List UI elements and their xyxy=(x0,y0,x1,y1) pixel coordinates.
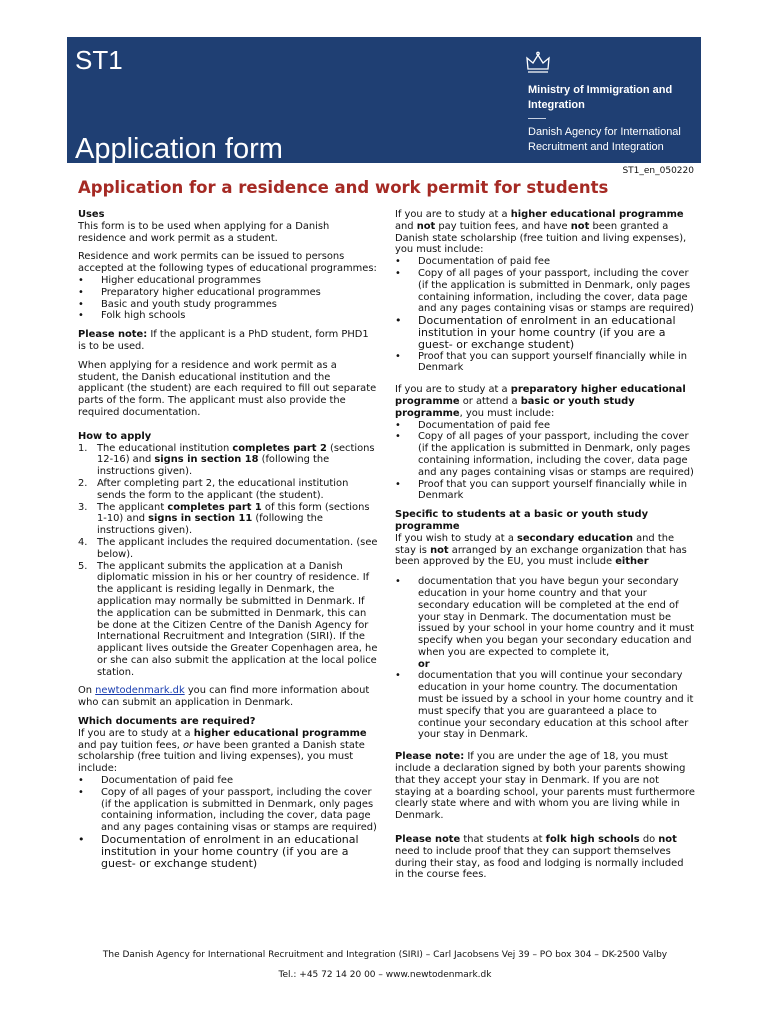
agency-name: Danish Agency for International Recruitment and Integration xyxy=(528,126,681,153)
types-intro: Residence and work permits can be issued to persons accepted at the following types of educational programmes: xyxy=(78,251,377,275)
list-item: • Proof that you can support yourself financially while in Denmark xyxy=(395,351,695,375)
or-label: or xyxy=(418,658,430,670)
list-item: • Preparatory higher educational programmes xyxy=(78,287,378,299)
list-item: • Documentation of enrolment in an educational institution in your home country (if you are a guest- or exchange student) xyxy=(78,834,378,869)
specific-heading: Specific to students at a basic or youth study programme xyxy=(395,509,649,532)
secondary-intro: If you wish to study at a secondary education and the stay is not arranged by an exchange organization that has been approved by the EU, you must include either xyxy=(395,532,687,568)
more-info-text: On newtodenmark.dk you can find more information about who can submit an application in Denmark. xyxy=(78,685,370,709)
crown-icon xyxy=(525,51,551,75)
under-18-note: Please note: If you are under the age of 18, you must include a declaration signed by both your parents showing that they accept your stay in Denmark. If you are not staying at a boarding school, your parents must furthermore clearly state where and with whom you are living while in Denmark. xyxy=(395,751,695,822)
step-item: 2. After completing part 2, the educational institution sends the form to the applicant (the student). xyxy=(78,477,349,501)
higher-free-intro: If you are to study at a higher educational programme and not pay tuition fees, and have not been granted a Danish state scholarship (free tuition and living expenses), you must include: xyxy=(395,209,687,256)
newtodenmark-link[interactable]: newtodenmark.dk xyxy=(95,685,185,697)
list-item: • Documentation of paid fee xyxy=(395,420,695,432)
list-item: • documentation that you have begun your secondary education in your home country and that your secondary education will be completed at the end of your stay in Denmark. The documentation must be issued by your school in your home country and it must specify when you began your secondary education and when you are expected to complete it, or xyxy=(395,576,695,670)
list-item: • documentation that you will continue your secondary education in your home country. The documentation must be issued by a school in your home country and it must specify that you are guaranteed a place to continue your secondary education at this school after your stay in Denmark. xyxy=(395,670,695,741)
uses-section xyxy=(78,209,378,244)
parts-text: When applying for a residence and work permit as a student, the Danish educational institution and the applicant (the student) are each required to fill out separate parts of the form. The applicant must also provide the required documentation. xyxy=(78,359,377,418)
form-title: Application form xyxy=(75,133,283,165)
step-item: 1. The educational institution completes part 2 (sections 12-16) and signs in section 18 (following the instructions given). xyxy=(78,442,375,478)
header-banner xyxy=(67,37,701,163)
phd-note xyxy=(78,329,378,353)
header-divider xyxy=(528,118,546,119)
preparatory-intro: If you are to study at a preparatory higher educational programme or attend a basic or youth study programme, you must include: xyxy=(395,384,686,419)
higher-free-list xyxy=(395,256,695,374)
higher-paid-intro: If you are to study at a higher educational programme and pay tuition fees, or have been granted a Danish state scholarship (free tuition and living expenses), you must include: xyxy=(78,727,367,775)
preparatory-list xyxy=(395,420,695,503)
higher-paid-list xyxy=(78,775,378,869)
document-title: Application for a residence and work permit for students xyxy=(78,178,609,197)
list-item: • Folk high schools xyxy=(78,310,378,322)
list-item: • Higher educational programmes xyxy=(78,275,378,287)
footer-contact: Tel.: +45 72 14 20 00 – www.newtodenmark.dk xyxy=(278,970,492,980)
list-item: • Copy of all pages of your passport, including the cover (if the application is submitted in Denmark, only pages containing information, including the cover, data page and any pages containing visas or stamps are required) xyxy=(395,268,695,315)
right-column xyxy=(395,209,695,888)
folk-high-school-note: Please note that students at folk high schools do not need to include proof that they can support themselves during their stay, as food and lodging is normally included in the course fees. xyxy=(395,834,684,881)
note-label: Please note: xyxy=(78,329,148,341)
list-item: • Basic and youth study programmes xyxy=(78,299,378,311)
list-item: • Proof that you can support yourself financially while in Denmark xyxy=(395,479,695,503)
list-item: • Documentation of paid fee xyxy=(395,256,695,268)
how-to-apply-heading: How to apply xyxy=(78,430,152,442)
step-item: 4. The applicant includes the required documentation. (see below). xyxy=(78,536,378,560)
ministry-name: Ministry of Immigration and Integration xyxy=(528,84,673,111)
application-steps xyxy=(78,443,378,679)
list-item: • Documentation of paid fee xyxy=(78,775,378,787)
list-item: • Copy of all pages of your passport, including the cover (if the application is submitted in Denmark, only pages containing information, including the cover, data page and any pages containing visas or stamps are required) xyxy=(395,431,695,478)
list-item: • Copy of all pages of your passport, including the cover (if the application is submitted in Denmark, only pages containing information, including the cover, data page and any pages containing visas or stamps are required) xyxy=(78,787,378,834)
step-item: 5. The applicant submits the application at a Danish diplomatic mission in his or her country of residence. If the applicant is residing legally in Denmark, the application may normally be submitted in Denmark. If the application can be submitted in Denmark, this can be done at the Citizen Centre of the Danish Agency for International Recruitment and Integration (SIRI). If the applicant lives outside the Greater Copenhagen area, he or she can also submit the application at the local police station. xyxy=(78,560,378,678)
uses-heading: Uses xyxy=(78,209,105,220)
step-item: 3. The applicant completes part 1 of this form (sections 1-10) and signs in section 11 (following the instructions given). xyxy=(78,501,370,537)
uses-text: This form is to be used when applying for a Danish residence and work permit as a student. xyxy=(78,220,330,244)
form-id: ST1 xyxy=(75,45,123,75)
note-text: If the applicant is a PhD student, form PHD1 is to be used. xyxy=(78,329,369,352)
secondary-list xyxy=(395,576,695,741)
left-column xyxy=(78,209,378,876)
form-version: ST1_en_050220 xyxy=(622,166,694,176)
footer-address: The Danish Agency for International Recruitment and Integration (SIRI) – Carl Jacobsens Vej 39 – PO box 304 – DK-2500 Valby xyxy=(102,950,668,960)
programme-types-list xyxy=(78,275,378,322)
documents-heading: Which documents are required? xyxy=(78,716,256,728)
list-item: • Documentation of enrolment in an educational institution in your home country (if you are a guest- or exchange student) xyxy=(395,315,695,350)
